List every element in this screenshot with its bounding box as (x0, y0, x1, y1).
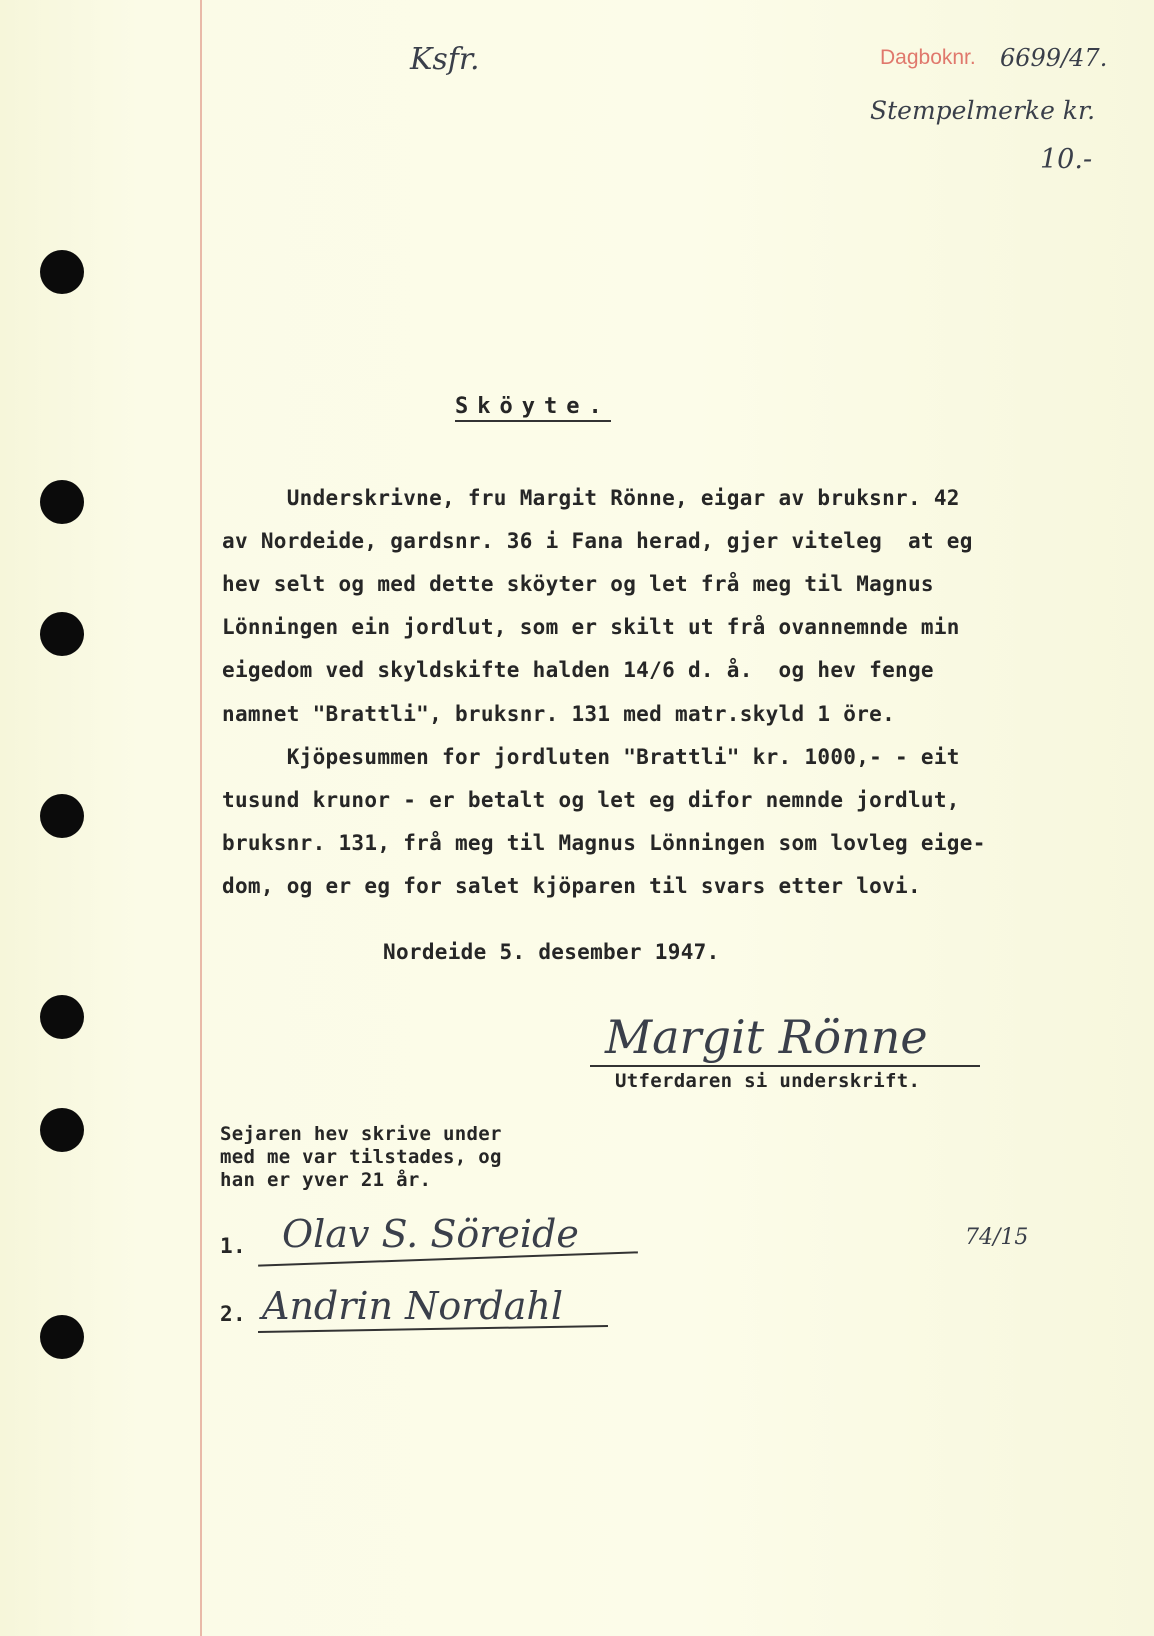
body-line: bruksnr. 131, frå meg til Magnus Lönningen som lovleg eige- (222, 831, 986, 855)
body-line: namnet "Brattli", bruksnr. 131 med matr.skyld 1 öre. (222, 702, 896, 726)
stamp-amount: 10.- (1040, 144, 1093, 175)
signature: Margit Rönne (605, 1010, 928, 1064)
body-line: Kjöpesummen for jordluten "Brattli" kr. 1000,- - eit (222, 745, 960, 769)
body-line: Lönningen ein jordlut, som er skilt ut frå ovannemnde min (222, 615, 960, 639)
body-line: eigedom ved skyldskifte halden 14/6 d. å. og hev fenge (222, 658, 934, 682)
witness-statement-line: med me var tilstades, og (220, 1146, 502, 1168)
diary-stamp-label: Dagboknr. (880, 46, 976, 69)
body-line: tusund krunor - er betalt og let eg difor nemnde jordlut, (222, 788, 960, 812)
body-line: av Nordeide, gardsnr. 36 i Fana herad, gjer viteleg at eg (222, 529, 973, 553)
stamp-duty-note: Stempelmerke kr. (870, 96, 1096, 125)
document-title: Sköyte. (455, 394, 611, 422)
witness-signature: Andrin Nordahl (262, 1284, 564, 1328)
witness-statement-line: han er yver 21 år. (220, 1169, 432, 1191)
witness-statement-line: Sejaren hev skrive under (220, 1123, 502, 1145)
diary-number: 6699/47. (1000, 44, 1108, 72)
body-line: dom, og er eg for salet kjöparen til svars etter lovi. (222, 874, 921, 898)
signature-line (590, 1065, 980, 1067)
punch-hole (40, 1108, 84, 1152)
punch-hole (40, 1315, 84, 1359)
punch-hole (40, 480, 84, 524)
margin-rule (200, 0, 202, 1636)
initials-note: Ksfr. (410, 42, 480, 77)
punch-hole (40, 250, 84, 294)
witness-signature: Olav S. Söreide (282, 1212, 579, 1256)
body-line: Underskrivne, fru Margit Rönne, eigar av bruksnr. 42 (222, 486, 960, 510)
place-date: Nordeide 5. desember 1947. (383, 940, 720, 964)
body-line: hev selt og med dette sköyter og let frå meg til Magnus (222, 572, 934, 596)
witness-number: 1. (220, 1234, 246, 1258)
punch-hole (40, 612, 84, 656)
margin-note: 74/15 (965, 1225, 1029, 1250)
signature-caption: Utferdaren si underskrift. (615, 1070, 921, 1092)
witness-number: 2. (220, 1302, 246, 1326)
punch-hole (40, 794, 84, 838)
punch-hole (40, 995, 84, 1039)
